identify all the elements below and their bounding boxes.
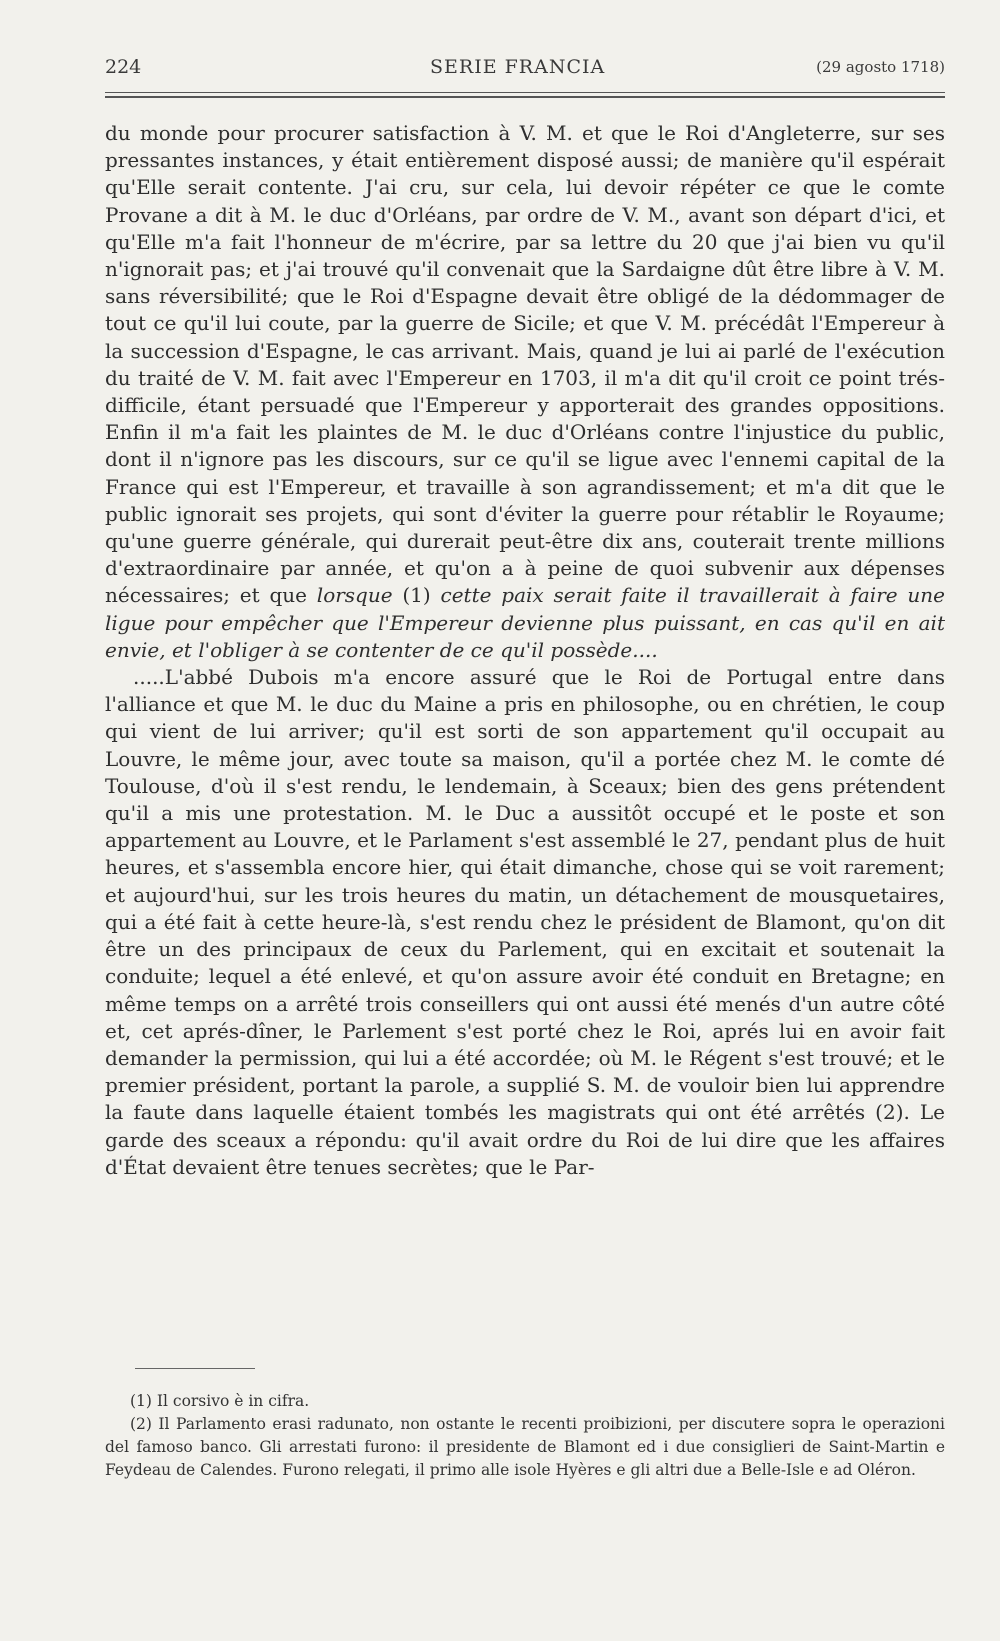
- footnote-rule: [135, 1368, 255, 1369]
- ciphered-italic-word: lorsque: [316, 583, 393, 608]
- running-header: [105, 50, 945, 80]
- footnote-2: (2) Il Parlamento erasi radunato, non ostante le recenti proibizioni, per discutere sopra le operazioni del famoso banco. Gli arrestati furono: il presidente de Blamont ed i due consiglieri de Saint-Martin e Feydeau de Calendes. Furono relegati, il primo alle isole Hyères e gli altri due a Belle-Isle e ad Oléron.: [105, 1415, 945, 1479]
- series-title: SERIE FRANCIA: [430, 56, 606, 78]
- paragraph-1-text: du monde pour procurer satisfaction à V. M. et que le Roi d'Angleterre, sur ses pressantes instances, y était entièrement disposé aussi; de manière qu'il espérait qu'Elle serait contente. J'ai cru, sur cela, lui devoir répéter ce que le comte Provane a dit à M. le duc d'Orléans, par ordre de V. M., avant son départ d'ici, et qu'Elle m'a fait l'honneur de m'écrire, par sa lettre du 20 que j'ai bien vu qu'il n'ignorait pas; et j'ai trouvé qu'il convenait que la Sardaigne dût être libre à V. M. sans réversibilité; que le Roi d'Espagne devait être obligé de la dédommager de tout ce qu'il lui coute, par la guerre de Sicile; et que V. M. précédât l'Empereur à la succession d'Espagne, le cas arrivant. Mais, quand je lui ai parlé de l'exécution du traité de V. M. fait avec l'Empereur en 1703, il m'a dit qu'il croit ce point trés-difficile, étant persuadé que l'Empereur y apporterait des grandes oppositions. Enfin il m'a fait les plaintes de M. le duc d'Orléans contre l'injustice du public, dont il n'ignore pas les discours, sur ce qu'il se ligue avec l'ennemi capital de la France qui est l'Empereur, et travaille à son agrandissement; et m'a dit que le public ignorait ses projets, qui sont d'éviter la guerre pour rétablir le Royaume; qu'une guerre générale, qui durerait peut-être dix ans, couterait trente millions d'extraordinaire par année, et qu'on a à peine de quoi subvenir aux dépenses nécessaires; et que: [105, 121, 945, 608]
- header-date: (29 agosto 1718): [816, 58, 945, 76]
- ciphered-italic-passage: cette paix serait faite il travaillerait à faire une ligue pour empêcher que l'Empereur devienne plus puissant, en cas qu'il en ait envie, et l'obliger à se contenter de ce qu'il possède....: [105, 583, 945, 662]
- paragraph-1: [105, 120, 945, 664]
- footnote-1: (1) Il corsivo è in cifra.: [130, 1392, 310, 1410]
- footnote-ref-1: (1): [392, 583, 441, 608]
- header-rule-thick: [105, 96, 945, 98]
- header-rule-thin: [105, 92, 945, 93]
- main-text: [105, 120, 945, 1181]
- page-number: 224: [105, 56, 142, 78]
- footnotes: [105, 1390, 945, 1482]
- paragraph-2: .....L'abbé Dubois m'a encore assuré que le Roi de Portugal entre dans l'alliance et que M. le duc du Maine a pris en philosophe, ou en chrétien, le coup qui vient de lui arriver; qu'il est sorti de son appartement qu'il occupait au Louvre, le même jour, avec toute sa maison, qu'il a portée chez M. le comte dé Toulouse, d'où il s'est rendu, le lendemain, à Sceaux; bien des gens prétendent qu'il a mis une protestation. M. le Duc a aussitôt occupé et le poste et son appartement au Louvre, et le Parlament s'est assemblé le 27, pendant plus de huit heures, et s'assembla encore hier, qui était dimanche, chose qui se voit rarement; et aujourd'hui, sur les trois heures du matin, un détachement de mousquetaires, qui a été fait à cette heure-là, s'est rendu chez le président de Blamont, qu'on dit être un des principaux de ceux du Parlement, qui en excitait et soutenait la conduite; lequel a été enlevé, et qu'on assure avoir été conduit en Bretagne; en même temps on a arrêté trois conseillers qui ont aussi été menés d'un autre côté et, cet aprés-dîner, le Parlement s'est porté chez le Roi, aprés lui en avoir fait demander la permission, qui lui a été accordée; où M. le Régent s'est trouvé; et le premier président, portant la parole, a supplié S. M. de vouloir bien lui apprendre la faute dans laquelle étaient tombés les magistrats qui ont été arrêtés (2). Le garde des sceaux a répondu: qu'il avait ordre du Roi de lui dire que les affaires d'État devaient être tenues secrètes; que le Par-: [105, 665, 945, 1179]
